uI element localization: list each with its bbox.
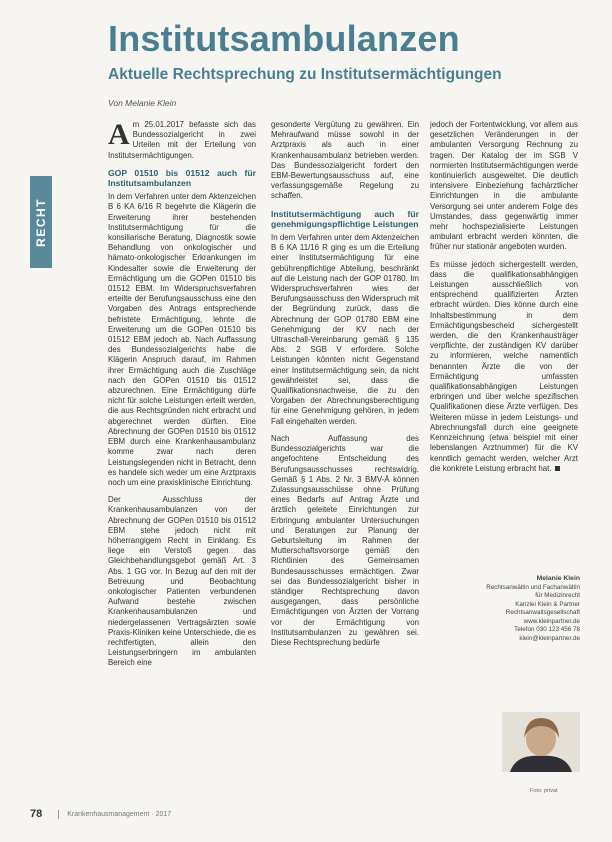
bio-line: Rechtsanwältin und Fachanwältin <box>486 583 580 591</box>
footer-divider <box>58 810 59 819</box>
body-paragraph <box>430 260 578 474</box>
body-paragraph <box>271 233 419 427</box>
section-tab <box>30 176 52 268</box>
page-subtitle: Aktuelle Rechtsprechung zu Institutsermächtigungen <box>108 66 502 83</box>
section-heading: GOP 01510 bis 01512 auch für Institutsambulanzen <box>108 167 256 189</box>
bio-name: Melanie Klein <box>536 575 580 582</box>
author-bio <box>430 575 580 643</box>
page-number: 78 <box>30 808 43 820</box>
paragraph-text: gesonderte Vergütung zu gewähren. Ein Mehraufwand müsse sowohl in der Arztpraxis als auch in einer Krankenhausambulanz betrieben werden. Das Bundessozialgericht fordert den EBM-Bewertungsausschuss auf, eine verfassungsgemäße Regelung zu schaffen. <box>271 120 419 201</box>
body-paragraph <box>108 495 256 668</box>
article-column-1 <box>108 120 256 676</box>
bio-line: klein@kleinpartner.de <box>519 634 580 642</box>
section-heading: Institutsermächtigung auch für genehmigungspflichtige Leistungen <box>271 208 419 229</box>
paragraph-text: In dem Verfahren unter dem Aktenzeichen B 6 KA 11/16 R ging es um die Erteilung einer Institutsermächtigung für eine gebührenpflichtige Abteilung, beschränkt auf die Leistung nach der GOP 01780. Im Widerspruchsverfahren wies der Berufungsausschuss den Widerspruch mit der Begründung zurück, dass die Abrechnung der GOP 01780 EBM eine Genehmigung der KV nach der Ultraschall-Vereinbarung gemäß § 135 Abs. 2 SGB V erfordere. Solche Leistungen könnten nicht Gegenstand einer Institutsermächtigung sein, da nicht gewährleistet sei, dass die Qualifikationsnachweise, die zu den Vorgaben der Abrechnungsberechtigung für eine Genehmigung gehören, in jedem Fall eingehalten werden. <box>271 233 419 426</box>
paragraph-text: Nach Auffassung des Bundessozialgerichts war die angefochtene Entscheidung des Berufungsausschusses rechtswidrig. Gemäß § 1 Abs. 2 Nr. 3 BMV-Ä können Zulassungsausschüsse ohne Prüfung eines Bedarfs auf Antrag Ärzte und ärztlich geleitete Einrichtungen zur Erbringung ambulanter Untersuchungen und Beratungen zur Planung der Geburtsleitung im Rahmen der Mutterschaftsvorsorge gemäß den Richtlinien des Gemeinsamen Bundesausschusses ermächtigen. Zwar sei das Bundessozialgericht bisher in ständiger Rechtsprechung davon ausgegangen, dass persönliche Ermächtigungen von Ärzten der Vorrang vor der Ermächtigung von Institutsambulanzen zu gewähren sei. Diese Rechtsprechung bedürfe <box>271 433 419 647</box>
bio-line: Telefon 030 123 456 78 <box>514 626 580 633</box>
bio-line: Kanzlei Klein & Partner <box>515 600 580 608</box>
bio-line: www.kleinpartner.de <box>523 617 580 625</box>
body-paragraph <box>108 120 256 161</box>
author-photo-image <box>502 712 580 772</box>
page-footer <box>30 808 582 820</box>
body-paragraph <box>271 120 419 202</box>
body-paragraph <box>108 192 256 488</box>
paragraph-text: m 25.01.2017 befasste sich das Bundessozialgericht in zwei Urteilen mit der Erteilung von Institutsermächtigungen. <box>108 120 256 160</box>
paragraph-text: jedoch der Fortentwicklung, vor allem aus gesetzlichen Veränderungen in der ambulanten Versorgung Rechnung zu tragen. Der Katalog der im SGB V normierten Institutsermächtigungen werde kontinuierlich ausgeweitet. Die deutlich intensivere Einbeziehung fachärztlicher Einrichtungen in die ambulante Versorgung sei unter anderem Folge des Umstandes, dass gegenwärtig immer mehr hochspezialisierte Leistungen ambulant erbracht werden könnten, die früher nur stationär angeboten wurden. <box>430 120 578 252</box>
article-column-3 <box>430 120 578 481</box>
author-photo <box>502 712 580 772</box>
end-mark-icon <box>555 466 560 471</box>
paragraph-text: In dem Verfahren unter dem Aktenzeichen B 6 KA 6/16 R begehrte die Klägerin die Erweiterung ihrer bestehenden Institutsermächtigung für die konsiliarische Beratung, Diagnostik sowie Behandlung von onkologischer und hämato-onkologischer Erkrankungen im Kindesalter sowie die Erweiterung der Ermächtigung um die GOPen 01510 bis 01512 EBM. Im Widerspruchsverfahren erteilte der Berufungsausschuss eine den Vorgaben des Antrags entsprechende befristete Ermächtigung, lehnte die Erweiterung um die GOPen 01510 bis 01512 EBM jedoch ab. Nach Auffassung des Bundessozialgerichts habe die Klägerin Anspruch darauf, im Rahmen ihrer Ermächtigung auch die Zuschläge nach den GOPen 01510 bis 01512 abzurechnen. Eine Ermächtigung dürfe nicht für solche Leistungen erteilt werden, die aus Rechtsgründen nicht erbracht und abgerechnet werden dürften. Eine Abrechnung der GOPen 01510 bis 01512 EBM durch eine Krankenhausambulanz komme zwar nach deren Leistungslegenden nicht in Betracht, denn es handele sich weder um eine Arztpraxis noch um eine praxisklinische Einrichtung. <box>108 192 256 487</box>
section-tab-label: RECHT <box>34 197 48 247</box>
paragraph-text: Der Ausschluss der Krankenhausambulanzen von der Abrechnung der GOPen 01510 bis 01512 EBM stehe jedoch nicht mit höherrangigem Recht in Einklang. Es liege ein Verstoß gegen das Gleichbehandlungsgebot gemäß Art. 3 Abs. 1 GG vor. In Bezug auf den mit der Betreuung und Beobachtung onkologischer Patienten verbundenen Aufwand bestehe zwischen Krankenhausambulanzen und niedergelassenen Vertragsärzten sowie Praxis-Kliniken keine Unterschiede, die es rechtfertigten, allein den Leistungserbringern im ambulanten Bereich eine <box>108 495 256 668</box>
photo-caption: Foto: privat <box>530 788 558 794</box>
publication-name: Krankenhausmanagement · 2017 <box>67 810 172 818</box>
body-paragraph <box>271 434 419 648</box>
bio-line: Rechtsanwaltsgesellschaft <box>505 609 580 616</box>
page-title: Institutsambulanzen <box>108 18 460 59</box>
bio-lines <box>430 584 580 644</box>
author-line: Von Melanie Klein <box>108 98 177 108</box>
bio-line: für Medizinrecht <box>535 592 580 599</box>
drop-cap: A <box>108 118 130 151</box>
article-column-2 <box>271 120 419 655</box>
paragraph-text: Es müsse jedoch sichergestellt werden, dass die qualifikationsabhängigen Leistungen ausschließlich von entsprechend qualifizierten Ärzten erbracht würden. Dies könne durch eine Inhaltsbestimmung in dem Ermächtigungsbescheid sichergestellt werden, die den Krankenhausträger verpflichte, der zuständigen KV darüber zu informieren, welche namentlich benannten Ärzte die von der Ermächtigung umfassten qualifikationsabhängigen Leistungen erbringen und über welche spezifischen Qualifikationen diese Ärzte verfügen. Des Weiteren müsse in jedem Leistungs- und Abrechnungsfall durch eine geeignete Kennzeichnung (etwa beispiel mit einer lebenslangen Arztnummer) für die KV kenntlich gemacht werden, welcher Arzt die konkrete Leistung erbracht hat. <box>430 259 578 473</box>
body-paragraph <box>430 120 578 253</box>
